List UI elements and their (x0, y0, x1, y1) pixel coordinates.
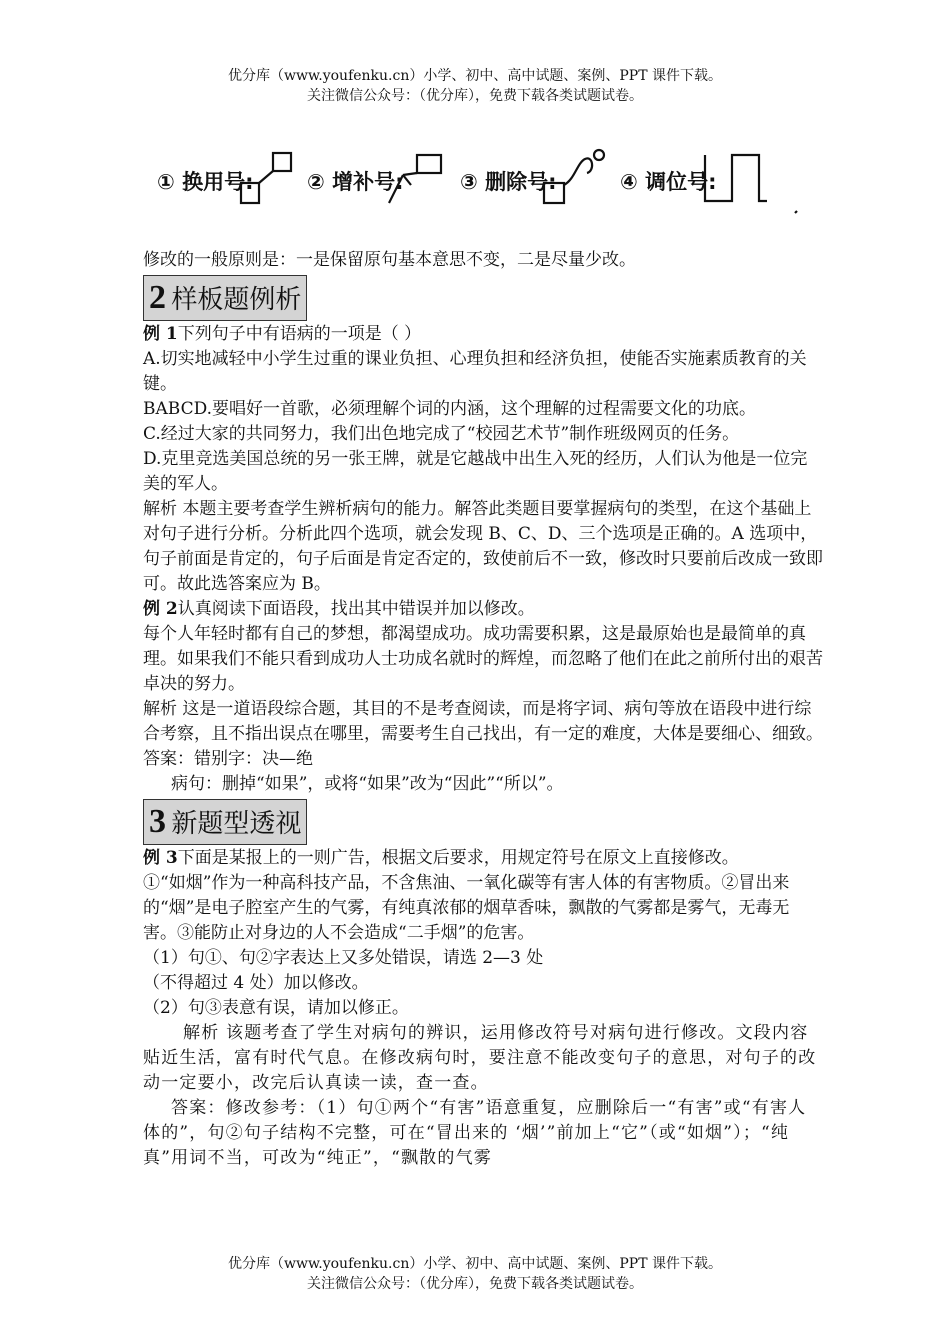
example-label: 例 2 (143, 599, 178, 619)
example-3-analysis: 解析 该题考查了学生对病句的辨识，运用修改符号对病句进行修改。文段内容贴近生活，富有时代气息。在修改病句时，要注意不能改变句子的意思，对句子的改动一定要小，改完后认真读一读，查一查。 (143, 1023, 817, 1093)
section-title: 新题型透视 (171, 809, 302, 839)
transpose-mark-icon (705, 155, 797, 213)
document-body (143, 248, 823, 1171)
example-2-question (143, 597, 823, 622)
symbol-label-delete: ③ 删除号: (460, 170, 557, 194)
example-1-analysis: 解析 本题主要考查学生辨析病句的能力。解答此类题目要掌握病句的类型，在这个基础上对句子进行分析。分析此四个选项，就会发现 B、C、D、三个选项是正确的。A 选项中，句子前面是肯定的，句子后面是肯定否定的，致使前后不一致，修改时只要前后改成一致即可。故此选答案应为 B。 (143, 499, 823, 594)
example-2-passage: 每个人年轻时都有自己的梦想，都渴望成功。成功需要积累，这是最原始也是最简单的真理。如果我们不能只看到成功人士功成名就时的辉煌，而忽略了他们在此之前所付出的艰苦卓决的努力。 (143, 624, 823, 694)
example-3-requirement-1a: （1）句①、句②字表达上又多处错误，请选 2—3 处 (143, 948, 544, 968)
example-3-passage: ①“如烟”作为一种高科技产品，不含焦油、一氧化碳等有害人体的有害物质。②冒出来的“烟”是电子腔室产生的气雾，有纯真浓郁的烟草香味，飘散的气雾都是雾气，无毒无害。③能防止对身边的人不会造成“二手烟”的危害。 (143, 873, 790, 943)
example-2-answer-sentence: 病句：删掉“如果”，或将“如果”改为“因此”“所以”。 (171, 774, 564, 794)
example-3-question (143, 846, 823, 871)
example-3-requirement-1b: （不得超过 4 处）加以修改。 (143, 973, 369, 993)
header-line-2: 关注微信公众号：（优分库），免费下载各类试题试卷。 (307, 88, 643, 104)
footer-line-1: 优分库（www.youfenku.cn）小学、初中、高中试题、案例、PPT 课件下载。 (227, 1256, 722, 1272)
option-d: D.克里竞选美国总统的另一张王牌，就是它越战中出生入死的经历，人们认为他是一位完美的军人。 (143, 449, 808, 494)
option-a: A.切实地减轻中小学生过重的课业负担、心理负担和经济负担，使能否实施素质教育的关键。 (143, 349, 807, 394)
option-b: BABCD.要唱好一首歌，必须理解个词的内涵，这个理解的过程需要文化的功底。 (143, 399, 757, 419)
page-header (0, 66, 950, 106)
section-number: 2 (149, 279, 166, 316)
revision-symbols-figure (155, 145, 805, 220)
section-heading-2 (143, 275, 307, 321)
section-number: 3 (149, 803, 166, 840)
page-footer (0, 1254, 950, 1294)
footer-line-2: 关注微信公众号：（优分库），免费下载各类试题试卷。 (307, 1276, 643, 1292)
question-text: 下列句子中有语病的一项是（ ） (177, 324, 422, 344)
example-2-answer: 答案：错别字：决—绝 (143, 749, 313, 769)
header-line-1: 优分库（www.youfenku.cn）小学、初中、高中试题、案例、PPT 课件下载。 (227, 68, 722, 84)
option-c: C.经过大家的共同努力，我们出色地完成了“校园艺术节”制作班级网页的任务。 (143, 424, 740, 444)
section-title: 样板题例析 (171, 285, 302, 315)
example-1-question (143, 322, 823, 347)
symbol-label-replace: ① 换用号: (157, 170, 254, 194)
section-heading-3 (143, 799, 307, 845)
example-label: 例 1 (143, 324, 178, 344)
example-2-analysis: 解析 这是一道语段综合题，其目的不是考查阅读，而是将字词、病句等放在语段中进行综合考察，且不指出误点在哪里，需要考生自己找出，有一定的难度，大体是要细心、细致。 (143, 699, 823, 744)
revision-principle: 修改的一般原则是：一是保留原句基本意思不变，二是尽量少改。 (143, 250, 636, 270)
example-3-answer: 答案：修改参考：（1）句①两个“有害”语意重复，应删除后一“有害”或“有害人体的”，句②句子结构不完整，可在“冒出来的 ‘烟’”前加上“它”（或“如烟”）；“纯真”用词不当，可改为“纯正”，“飘散的气雾 (143, 1098, 807, 1168)
question-text: 认真阅读下面语段，找出其中错误并加以修改。 (177, 599, 535, 619)
symbol-label-insert: ② 增补号: (307, 170, 404, 194)
example-3-requirement-2: （2）句③表意有误，请加以修正。 (143, 998, 409, 1018)
symbol-label-transpose: ④ 调位号: (620, 170, 717, 194)
example-label: 例 3 (143, 848, 178, 868)
question-text: 下面是某报上的一则广告，根据文后要求，用规定符号在原文上直接修改。 (177, 848, 739, 868)
